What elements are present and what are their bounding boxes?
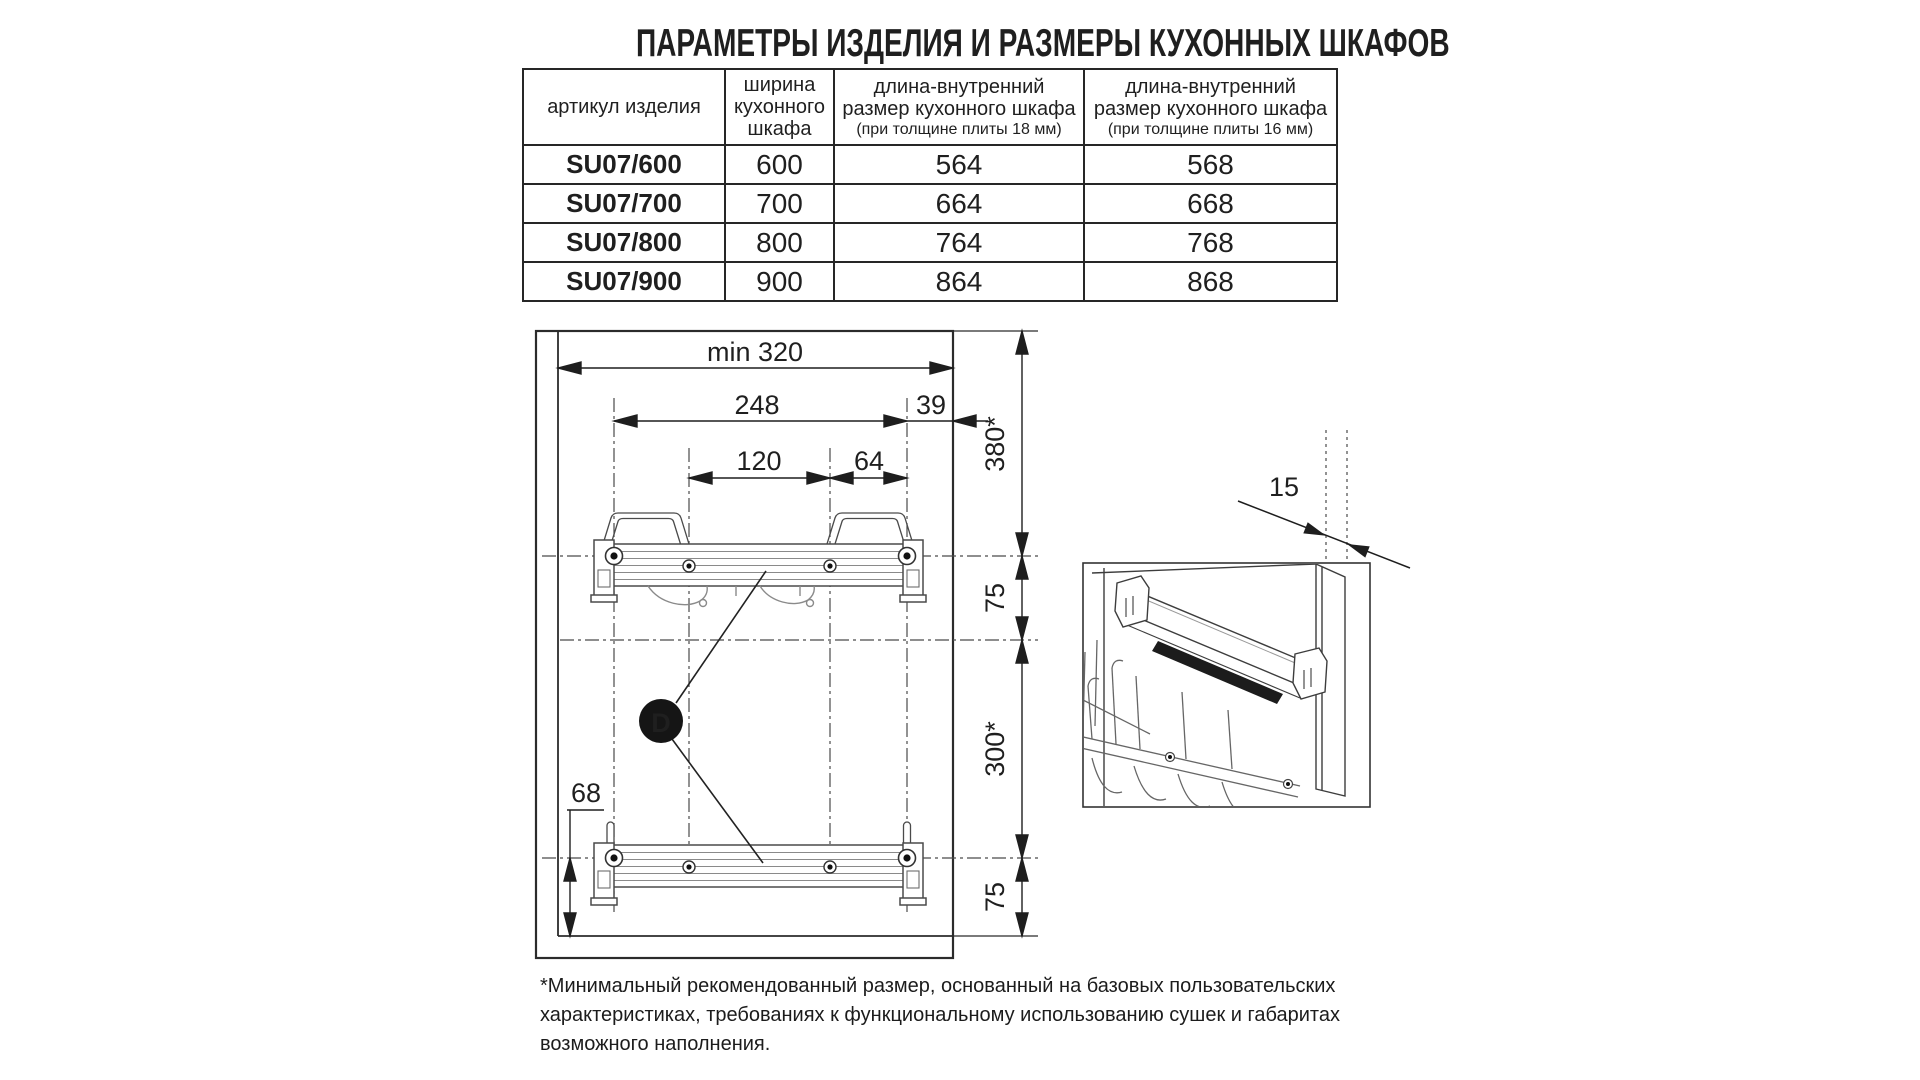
article-cell: SU07/700 [523,184,725,223]
article-cell: SU07/900 [523,262,725,301]
svg-text:120: 120 [736,446,782,476]
table-header-row [523,69,1337,145]
dimension-380 [980,331,1028,556]
table-row [523,223,1337,262]
part-d-label: D [651,708,671,738]
column-header-length-18 [834,69,1084,145]
width-cell: 900 [725,262,834,301]
svg-text:min 320: min 320 [706,337,804,367]
parameters-table [522,68,1338,302]
column-note: (при толщине плиты 18 мм) [856,120,1062,138]
article-cell: SU07/800 [523,223,725,262]
footnote-line: возможного наполнения. [540,1033,771,1055]
column-label: длина-внутренний размер кухонного шкафа [1093,75,1328,120]
column-label: ширина кухонного шкафа [733,74,826,140]
top-rail-hooks [603,513,913,544]
column-header-article [523,69,725,145]
svg-text:39: 39 [915,390,947,420]
length16-cell: 868 [1084,262,1337,301]
top-rail [591,513,926,607]
centerlines [542,398,1038,912]
dimension-75-top [980,556,1028,640]
svg-text:300*: 300* [980,721,1010,777]
length18-cell: 664 [834,184,1084,223]
length16-cell: 568 [1084,145,1337,184]
length16-cell: 668 [1084,184,1337,223]
svg-text:64: 64 [853,446,885,476]
dimension-75-bottom [980,858,1028,936]
page-title: ПАРАМЕТРЫ ИЗДЕЛИЯ И РАЗМЕРЫ КУХОННЫХ ШКАФОВ [635,22,1450,65]
column-label: длина-внутренний размер кухонного шкафа [842,75,1076,120]
cabinet-front-drawing [420,300,1080,980]
dimension-39 [907,390,988,427]
svg-text:380*: 380* [980,416,1010,472]
table-row [523,262,1337,301]
table-row [523,145,1337,184]
svg-text:68: 68 [570,778,602,808]
svg-text:248: 248 [734,390,780,420]
bottom-rail-pins [607,822,911,848]
footnote-line: *Минимальный рекомендованный размер, основанный на базовых пользовательских [540,975,1336,997]
length18-cell: 764 [834,223,1084,262]
dimension-120 [689,446,830,484]
length18-cell: 864 [834,262,1084,301]
length16-cell: 768 [1084,223,1337,262]
dimension-64 [830,446,907,484]
column-note: (при толщине плиты 16 мм) [1107,120,1314,138]
bottom-rail [591,822,926,905]
part-d-callout [639,571,766,863]
footnote-line: характеристиках, требованиях к функциональному использованию сушек и габаритах [540,1004,1340,1026]
detail-3d-view [1060,380,1430,830]
column-label: артикул изделия [547,96,701,118]
dimension-min-320 [558,337,953,374]
table-row [523,184,1337,223]
article-cell: SU07/600 [523,145,725,184]
top-rail-wires [648,586,814,607]
svg-text:15: 15 [1268,472,1300,502]
column-header-width [725,69,834,145]
svg-text:75: 75 [980,881,1010,913]
footnote [540,972,1340,1059]
width-cell: 600 [725,145,834,184]
length18-cell: 564 [834,145,1084,184]
column-header-length-16 [1084,69,1337,145]
width-cell: 800 [725,223,834,262]
width-cell: 700 [725,184,834,223]
svg-text:75: 75 [980,582,1010,614]
dimension-248 [614,390,907,427]
dimension-300 [980,640,1028,858]
